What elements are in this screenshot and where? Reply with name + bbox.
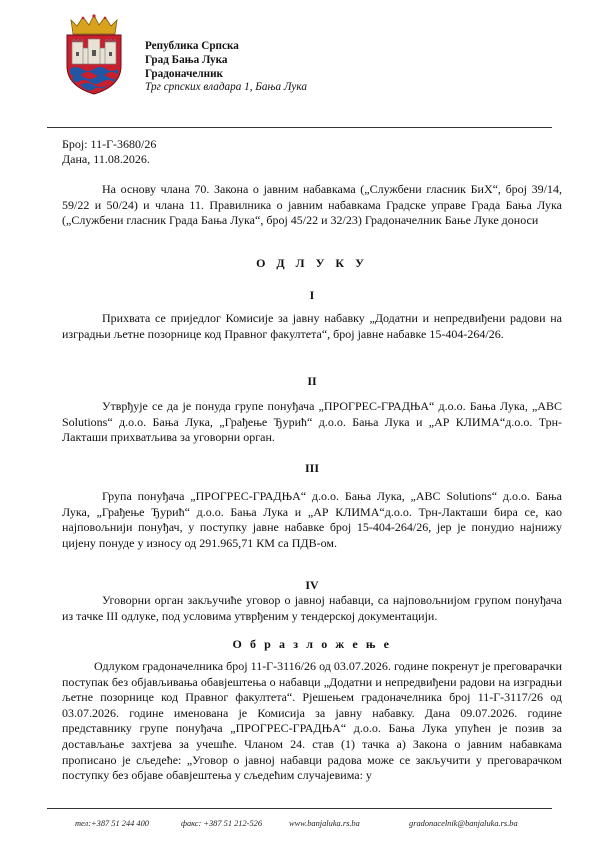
issuer-header bbox=[145, 40, 307, 95]
document-date: Дана, 11.08.2026. bbox=[62, 152, 150, 167]
document-meta bbox=[62, 137, 156, 167]
section-text-2: Утврђује се да је понуда групе понуђача „ПРОГРЕС-ГРАДЊА“ д.о.о. Бања Лука, „ABC Solutions“ д.о.о. Бања Лука, „Грађење Ђурић“ д.о.о. Бања Лука и „АР КЛИМА“д.о.о. Трн-Лакташи прихватљива за уговорни орган. bbox=[62, 399, 562, 445]
footer-phone: тел:+387 51 244 400 bbox=[75, 819, 149, 828]
preamble-paragraph: На основу члана 70. Закона о јавним набавкама („Службени гласник БиХ“, број 39/14, 59/22 и 50/24) и члана 11. Правилника о јавним набавкама Градске управе Града Бања Лука („Службени гласник Града Бања Лука“, број 45/22 и 32/23) Градоначелник Бање Луке доноси bbox=[62, 182, 562, 228]
section-text-3: Група понуђача „ПРОГРЕС-ГРАДЊА“ д.о.о. Бања Лука, „ABC Solutions“ д.о.о. Бања Лука, „Грађење Ђурић“ д.о.о. Бања Лука и „АР КЛИМА“д.о.о. Трн-Лакташи бира се, као најповољнији понуђач, у поступку јавне набавке број 15-404-264/26, јер је понудио најнижу цијену понуде у износу од 291.965,71 КМ са ПДВ-ом. bbox=[62, 489, 562, 550]
section-heading-2: II bbox=[307, 374, 317, 388]
footer-divider bbox=[47, 808, 552, 809]
document-number: Број: 11-Г-3680/26 bbox=[62, 137, 157, 151]
decision-title: О Д Л У К У bbox=[256, 256, 368, 270]
section-text-1: Прихвата се приједлог Комисије за јавну набавку „Додатни и непредвиђени радови на изградњи љетне позорнице код Правног факултета“, број јавне набавке 15-404-264/26. bbox=[62, 311, 562, 341]
header-office: Градоначелник bbox=[145, 67, 223, 80]
footer-website-link[interactable]: www.banjaluka.rs.ba bbox=[289, 819, 360, 828]
reasoning-title: О б р а з л о ж е њ е bbox=[232, 637, 392, 651]
header-address: Трг српских владара 1, Бања Лука bbox=[145, 81, 307, 94]
section-heading-1: I bbox=[309, 288, 315, 302]
section-heading-4: IV bbox=[305, 578, 319, 592]
section-text-4: Уговорни орган закључиће уговор о јавној набавци, са најповољнијом групом понуђача из тачке III одлуке, под условима утврђеним у тендерској документацији. bbox=[62, 593, 562, 623]
section-heading-3: III bbox=[304, 461, 319, 475]
header-city: Град Бања Лука bbox=[145, 53, 228, 66]
city-coat-of-arms-icon bbox=[63, 14, 125, 96]
reasoning-paragraph: Одлуком градоначелника број 11-Г-3116/26 од 03.07.2026. године покренут је преговарачки поступак без објављивања обавјештења о набавци „Додатни и непредвиђени радови на изградњи љетне позорнице код Правног факултета“. Рјешењем градоначелника број 11-Г-3117/26 од 03.07.2026. године именована је Комисија за јавну набавку. Дана 09.07.2026. године представнику групе понуђача „ПРОГРЕС-ГРАДЊА“ д.о.о. Бања Лука упућен је позив за достављање захтјева за учешће. Чланом 24. став (1) тачка а) Закона о јавним набавкама прописано је сљедеће: „Уговор о јавној набавци радова може се закључити у преговарачком поступку без објаве обавјештења у сљедећим случајевима: у bbox=[62, 659, 562, 783]
header-republic: Република Српска bbox=[145, 40, 239, 52]
header-divider bbox=[47, 127, 552, 128]
footer-email-link[interactable]: gradonacelnik@banjaluka.rs.ba bbox=[409, 819, 518, 828]
footer-fax: факс: +387 51 212-526 bbox=[181, 819, 263, 828]
